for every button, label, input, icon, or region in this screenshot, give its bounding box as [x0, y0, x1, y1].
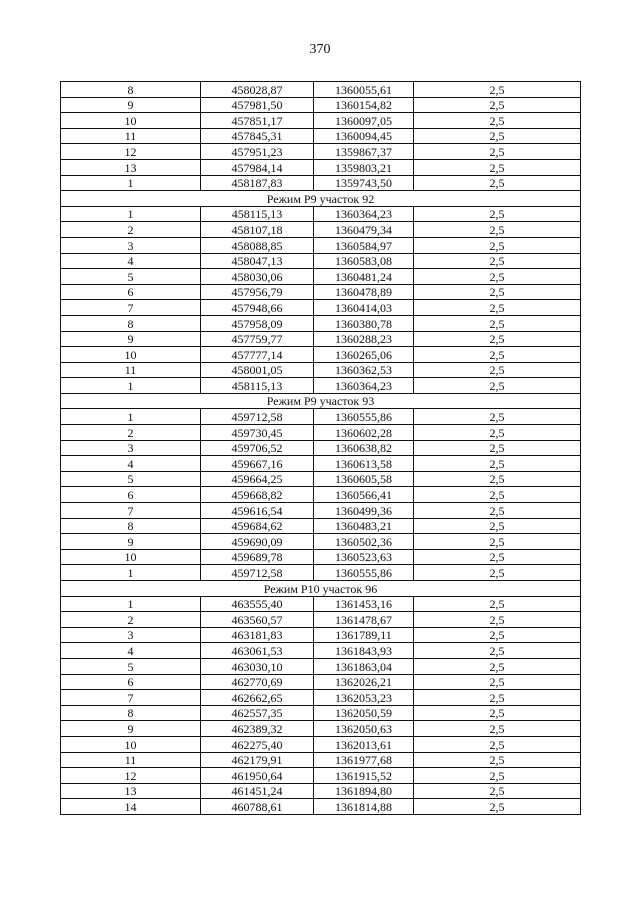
table-row	[61, 643, 581, 659]
table-row	[61, 674, 581, 690]
accuracy-cell: 2,5	[414, 799, 581, 815]
point-number-cell: 1	[61, 409, 201, 425]
point-number-cell: 2	[61, 425, 201, 441]
table-row	[61, 269, 581, 285]
y-coordinate-cell: 1360499,36	[314, 503, 414, 519]
y-coordinate-cell: 1360483,21	[314, 518, 414, 534]
x-coordinate-cell: 463181,83	[201, 627, 314, 643]
table-row	[61, 783, 581, 799]
point-number-cell: 11	[61, 362, 201, 378]
point-number-cell: 10	[61, 113, 201, 129]
table-row	[61, 549, 581, 565]
section-title: Режим Р10 участок 96	[61, 581, 581, 597]
y-coordinate-cell: 1360097,05	[314, 113, 414, 129]
table-row	[61, 409, 581, 425]
table-row	[61, 113, 581, 129]
x-coordinate-cell: 458115,13	[201, 206, 314, 222]
accuracy-cell: 2,5	[414, 456, 581, 472]
accuracy-cell: 2,5	[414, 284, 581, 300]
x-coordinate-cell: 459616,54	[201, 503, 314, 519]
y-coordinate-cell: 1361453,16	[314, 596, 414, 612]
table-row	[61, 206, 581, 222]
y-coordinate-cell: 1362026,21	[314, 674, 414, 690]
x-coordinate-cell: 459712,58	[201, 565, 314, 581]
accuracy-cell: 2,5	[414, 362, 581, 378]
point-number-cell: 10	[61, 736, 201, 752]
table-row	[61, 347, 581, 363]
table-row	[61, 331, 581, 347]
point-number-cell: 5	[61, 269, 201, 285]
y-coordinate-cell: 1360613,58	[314, 456, 414, 472]
accuracy-cell: 2,5	[414, 97, 581, 113]
point-number-cell: 5	[61, 658, 201, 674]
table-row	[61, 752, 581, 768]
y-coordinate-cell: 1362050,63	[314, 721, 414, 737]
point-number-cell: 7	[61, 690, 201, 706]
x-coordinate-cell: 457958,09	[201, 315, 314, 331]
y-coordinate-cell: 1360566,41	[314, 487, 414, 503]
section-title: Режим Р9 участок 92	[61, 191, 581, 207]
point-number-cell: 4	[61, 456, 201, 472]
accuracy-cell: 2,5	[414, 409, 581, 425]
accuracy-cell: 2,5	[414, 128, 581, 144]
point-number-cell: 1	[61, 565, 201, 581]
point-number-cell: 12	[61, 768, 201, 784]
accuracy-cell: 2,5	[414, 705, 581, 721]
table-row	[61, 97, 581, 113]
table-row	[61, 362, 581, 378]
y-coordinate-cell: 1360362,53	[314, 362, 414, 378]
table-row	[61, 82, 581, 98]
coordinates-table-container	[60, 81, 580, 815]
page-number: 370	[309, 42, 331, 57]
point-number-cell: 3	[61, 627, 201, 643]
y-coordinate-cell: 1360380,78	[314, 315, 414, 331]
point-number-cell: 8	[61, 705, 201, 721]
accuracy-cell: 2,5	[414, 175, 581, 191]
y-coordinate-cell: 1359803,21	[314, 159, 414, 175]
point-number-cell: 9	[61, 534, 201, 550]
x-coordinate-cell: 457851,17	[201, 113, 314, 129]
y-coordinate-cell: 1360605,58	[314, 471, 414, 487]
y-coordinate-cell: 1360584,97	[314, 237, 414, 253]
y-coordinate-cell: 1359867,37	[314, 144, 414, 160]
x-coordinate-cell: 457759,77	[201, 331, 314, 347]
accuracy-cell: 2,5	[414, 269, 581, 285]
accuracy-cell: 2,5	[414, 768, 581, 784]
x-coordinate-cell: 457845,31	[201, 128, 314, 144]
table-row	[61, 799, 581, 815]
x-coordinate-cell: 458088,85	[201, 237, 314, 253]
accuracy-cell: 2,5	[414, 721, 581, 737]
accuracy-cell: 2,5	[414, 315, 581, 331]
table-row	[61, 315, 581, 331]
y-coordinate-cell: 1360555,86	[314, 409, 414, 425]
table-row	[61, 456, 581, 472]
y-coordinate-cell: 1361977,68	[314, 752, 414, 768]
x-coordinate-cell: 458187,83	[201, 175, 314, 191]
x-coordinate-cell: 459690,09	[201, 534, 314, 550]
y-coordinate-cell: 1362013,61	[314, 736, 414, 752]
table-row	[61, 237, 581, 253]
x-coordinate-cell: 462557,35	[201, 705, 314, 721]
point-number-cell: 14	[61, 799, 201, 815]
coordinates-table	[60, 81, 581, 815]
accuracy-cell: 2,5	[414, 425, 581, 441]
x-coordinate-cell: 462662,65	[201, 690, 314, 706]
y-coordinate-cell: 1362050,59	[314, 705, 414, 721]
table-row	[61, 144, 581, 160]
y-coordinate-cell: 1361915,52	[314, 768, 414, 784]
y-coordinate-cell: 1360288,23	[314, 331, 414, 347]
accuracy-cell: 2,5	[414, 503, 581, 519]
x-coordinate-cell: 458107,18	[201, 222, 314, 238]
table-row	[61, 721, 581, 737]
table-row	[61, 440, 581, 456]
y-coordinate-cell: 1360602,28	[314, 425, 414, 441]
y-coordinate-cell: 1360154,82	[314, 97, 414, 113]
accuracy-cell: 2,5	[414, 378, 581, 394]
x-coordinate-cell: 459664,25	[201, 471, 314, 487]
table-row	[61, 596, 581, 612]
x-coordinate-cell: 462179,91	[201, 752, 314, 768]
accuracy-cell: 2,5	[414, 159, 581, 175]
y-coordinate-cell: 1360265,06	[314, 347, 414, 363]
x-coordinate-cell: 458028,87	[201, 82, 314, 98]
y-coordinate-cell: 1360502,36	[314, 534, 414, 550]
table-row	[61, 690, 581, 706]
accuracy-cell: 2,5	[414, 643, 581, 659]
accuracy-cell: 2,5	[414, 82, 581, 98]
accuracy-cell: 2,5	[414, 487, 581, 503]
table-row	[61, 705, 581, 721]
accuracy-cell: 2,5	[414, 144, 581, 160]
x-coordinate-cell: 458115,13	[201, 378, 314, 394]
point-number-cell: 11	[61, 752, 201, 768]
x-coordinate-cell: 462770,69	[201, 674, 314, 690]
x-coordinate-cell: 459730,45	[201, 425, 314, 441]
point-number-cell: 9	[61, 97, 201, 113]
x-coordinate-cell: 463560,57	[201, 612, 314, 628]
x-coordinate-cell: 457948,66	[201, 300, 314, 316]
point-number-cell: 10	[61, 347, 201, 363]
table-row	[61, 425, 581, 441]
x-coordinate-cell: 457951,23	[201, 144, 314, 160]
y-coordinate-cell: 1361814,88	[314, 799, 414, 815]
x-coordinate-cell: 461451,24	[201, 783, 314, 799]
point-number-cell: 11	[61, 128, 201, 144]
accuracy-cell: 2,5	[414, 752, 581, 768]
x-coordinate-cell: 458047,13	[201, 253, 314, 269]
table-row	[61, 565, 581, 581]
y-coordinate-cell: 1361843,93	[314, 643, 414, 659]
table-row	[61, 128, 581, 144]
accuracy-cell: 2,5	[414, 549, 581, 565]
table-row	[61, 768, 581, 784]
accuracy-cell: 2,5	[414, 237, 581, 253]
table-row	[61, 736, 581, 752]
accuracy-cell: 2,5	[414, 627, 581, 643]
y-coordinate-cell: 1360364,23	[314, 378, 414, 394]
y-coordinate-cell: 1360055,61	[314, 82, 414, 98]
point-number-cell: 13	[61, 159, 201, 175]
x-coordinate-cell: 460788,61	[201, 799, 314, 815]
point-number-cell: 1	[61, 206, 201, 222]
accuracy-cell: 2,5	[414, 736, 581, 752]
x-coordinate-cell: 463030,10	[201, 658, 314, 674]
point-number-cell: 6	[61, 487, 201, 503]
point-number-cell: 12	[61, 144, 201, 160]
y-coordinate-cell: 1360364,23	[314, 206, 414, 222]
accuracy-cell: 2,5	[414, 300, 581, 316]
point-number-cell: 3	[61, 440, 201, 456]
point-number-cell: 10	[61, 549, 201, 565]
y-coordinate-cell: 1361789,11	[314, 627, 414, 643]
accuracy-cell: 2,5	[414, 658, 581, 674]
accuracy-cell: 2,5	[414, 206, 581, 222]
y-coordinate-cell: 1360479,34	[314, 222, 414, 238]
section-header-row	[61, 191, 581, 207]
point-number-cell: 6	[61, 284, 201, 300]
table-row	[61, 175, 581, 191]
x-coordinate-cell: 459689,78	[201, 549, 314, 565]
accuracy-cell: 2,5	[414, 331, 581, 347]
x-coordinate-cell: 462389,32	[201, 721, 314, 737]
y-coordinate-cell: 1359743,50	[314, 175, 414, 191]
section-header-row	[61, 393, 581, 409]
table-row	[61, 284, 581, 300]
point-number-cell: 1	[61, 175, 201, 191]
point-number-cell: 4	[61, 643, 201, 659]
accuracy-cell: 2,5	[414, 783, 581, 799]
accuracy-cell: 2,5	[414, 113, 581, 129]
x-coordinate-cell: 463555,40	[201, 596, 314, 612]
point-number-cell: 6	[61, 674, 201, 690]
table-row	[61, 222, 581, 238]
y-coordinate-cell: 1361894,80	[314, 783, 414, 799]
coordinates-table-body	[61, 82, 581, 815]
y-coordinate-cell: 1360555,86	[314, 565, 414, 581]
table-row	[61, 300, 581, 316]
point-number-cell: 9	[61, 721, 201, 737]
point-number-cell: 4	[61, 253, 201, 269]
accuracy-cell: 2,5	[414, 440, 581, 456]
point-number-cell: 7	[61, 503, 201, 519]
point-number-cell: 8	[61, 315, 201, 331]
section-header-row	[61, 581, 581, 597]
y-coordinate-cell: 1360523,63	[314, 549, 414, 565]
accuracy-cell: 2,5	[414, 471, 581, 487]
x-coordinate-cell: 459706,52	[201, 440, 314, 456]
x-coordinate-cell: 458030,06	[201, 269, 314, 285]
y-coordinate-cell: 1360481,24	[314, 269, 414, 285]
point-number-cell: 2	[61, 612, 201, 628]
x-coordinate-cell: 457956,79	[201, 284, 314, 300]
accuracy-cell: 2,5	[414, 596, 581, 612]
x-coordinate-cell: 462275,40	[201, 736, 314, 752]
point-number-cell: 8	[61, 518, 201, 534]
table-row	[61, 518, 581, 534]
y-coordinate-cell: 1360414,03	[314, 300, 414, 316]
x-coordinate-cell: 459684,62	[201, 518, 314, 534]
point-number-cell: 7	[61, 300, 201, 316]
table-row	[61, 159, 581, 175]
y-coordinate-cell: 1360094,45	[314, 128, 414, 144]
x-coordinate-cell: 459712,58	[201, 409, 314, 425]
table-row	[61, 487, 581, 503]
table-row	[61, 658, 581, 674]
x-coordinate-cell: 458001,05	[201, 362, 314, 378]
x-coordinate-cell: 463061,53	[201, 643, 314, 659]
point-number-cell: 9	[61, 331, 201, 347]
x-coordinate-cell: 457981,50	[201, 97, 314, 113]
accuracy-cell: 2,5	[414, 222, 581, 238]
table-row	[61, 612, 581, 628]
point-number-cell: 3	[61, 237, 201, 253]
y-coordinate-cell: 1361478,67	[314, 612, 414, 628]
table-row	[61, 627, 581, 643]
accuracy-cell: 2,5	[414, 565, 581, 581]
accuracy-cell: 2,5	[414, 674, 581, 690]
point-number-cell: 2	[61, 222, 201, 238]
table-row	[61, 378, 581, 394]
y-coordinate-cell: 1362053,23	[314, 690, 414, 706]
table-row	[61, 253, 581, 269]
y-coordinate-cell: 1360478,89	[314, 284, 414, 300]
point-number-cell: 8	[61, 82, 201, 98]
x-coordinate-cell: 457777,14	[201, 347, 314, 363]
point-number-cell: 5	[61, 471, 201, 487]
table-row	[61, 471, 581, 487]
y-coordinate-cell: 1360638,82	[314, 440, 414, 456]
accuracy-cell: 2,5	[414, 612, 581, 628]
point-number-cell: 13	[61, 783, 201, 799]
x-coordinate-cell: 461950,64	[201, 768, 314, 784]
y-coordinate-cell: 1360583,08	[314, 253, 414, 269]
accuracy-cell: 2,5	[414, 534, 581, 550]
section-title: Режим Р9 участок 93	[61, 393, 581, 409]
accuracy-cell: 2,5	[414, 347, 581, 363]
point-number-cell: 1	[61, 596, 201, 612]
accuracy-cell: 2,5	[414, 518, 581, 534]
accuracy-cell: 2,5	[414, 253, 581, 269]
table-row	[61, 503, 581, 519]
x-coordinate-cell: 459668,82	[201, 487, 314, 503]
y-coordinate-cell: 1361863,04	[314, 658, 414, 674]
table-row	[61, 534, 581, 550]
x-coordinate-cell: 459667,16	[201, 456, 314, 472]
point-number-cell: 1	[61, 378, 201, 394]
accuracy-cell: 2,5	[414, 690, 581, 706]
x-coordinate-cell: 457984,14	[201, 159, 314, 175]
